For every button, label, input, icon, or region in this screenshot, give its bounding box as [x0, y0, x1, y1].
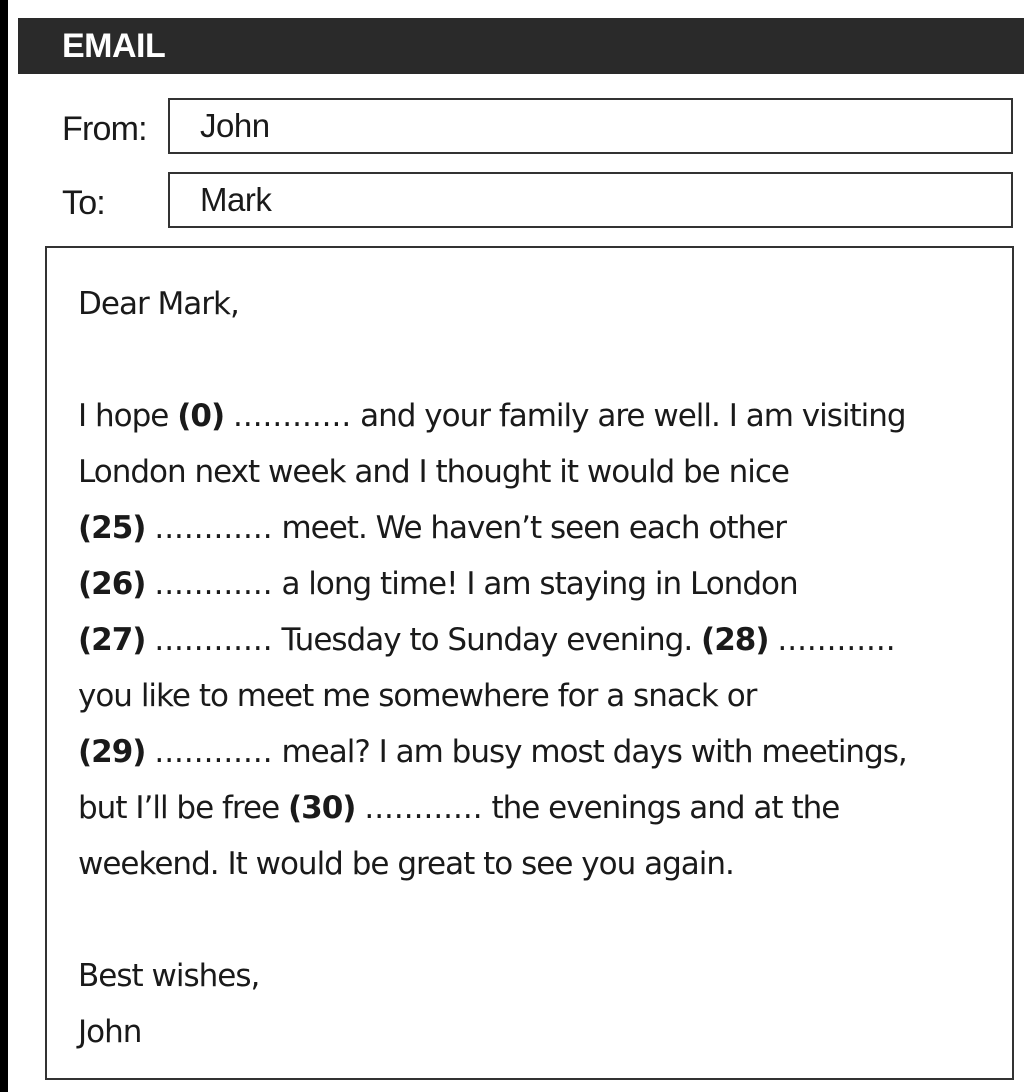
gap-25: (25): [78, 510, 146, 546]
letter-line-5: (27) ............ Tuesday to Sunday evening. (28) ............: [78, 622, 896, 658]
to-value: Mark: [200, 181, 272, 218]
from-value: John: [200, 107, 270, 144]
left-border: [0, 0, 8, 1092]
letter-line-2: London next week and I thought it would be nice: [78, 454, 789, 490]
closing: Best wishes,: [78, 958, 260, 994]
blank: ............: [777, 622, 896, 658]
from-label: From:: [62, 110, 147, 148]
gap-29: (29): [78, 734, 146, 770]
from-field[interactable]: [168, 98, 1013, 154]
letter-line-4: (26) ............ a long time! I am staying in London: [78, 566, 798, 602]
email-title-bar: [18, 18, 1024, 74]
blank: ............: [154, 734, 273, 770]
gap-28: (28): [701, 622, 769, 658]
blank: ............: [154, 566, 273, 602]
letter-line-6: you like to meet me somewhere for a snack or: [78, 678, 757, 714]
email-title: EMAIL: [62, 26, 166, 65]
gap-0: (0): [177, 398, 225, 434]
blank: ............: [232, 398, 352, 434]
blank: ............: [154, 510, 273, 546]
blank: ............: [154, 622, 273, 658]
gap-26: (26): [78, 566, 146, 602]
signature: John: [78, 1014, 142, 1050]
to-label: To:: [62, 184, 105, 222]
letter-line-9: weekend. It would be great to see you again.: [78, 846, 734, 882]
letter-line-7: (29) ............ meal? I am busy most days with meetings,: [78, 734, 907, 770]
blank: ............: [364, 790, 483, 826]
letter-line-1: I hope (0) ............ and your family are well. I am visiting: [78, 398, 906, 434]
to-field[interactable]: [168, 172, 1013, 228]
letter-line-3: (25) ............ meet. We haven’t seen each other: [78, 510, 786, 546]
greeting: Dear Mark,: [78, 286, 239, 322]
gap-27: (27): [78, 622, 146, 658]
letter-line-8: but I’ll be free (30) ............ the evenings and at the: [78, 790, 840, 826]
gap-30: (30): [288, 790, 356, 826]
